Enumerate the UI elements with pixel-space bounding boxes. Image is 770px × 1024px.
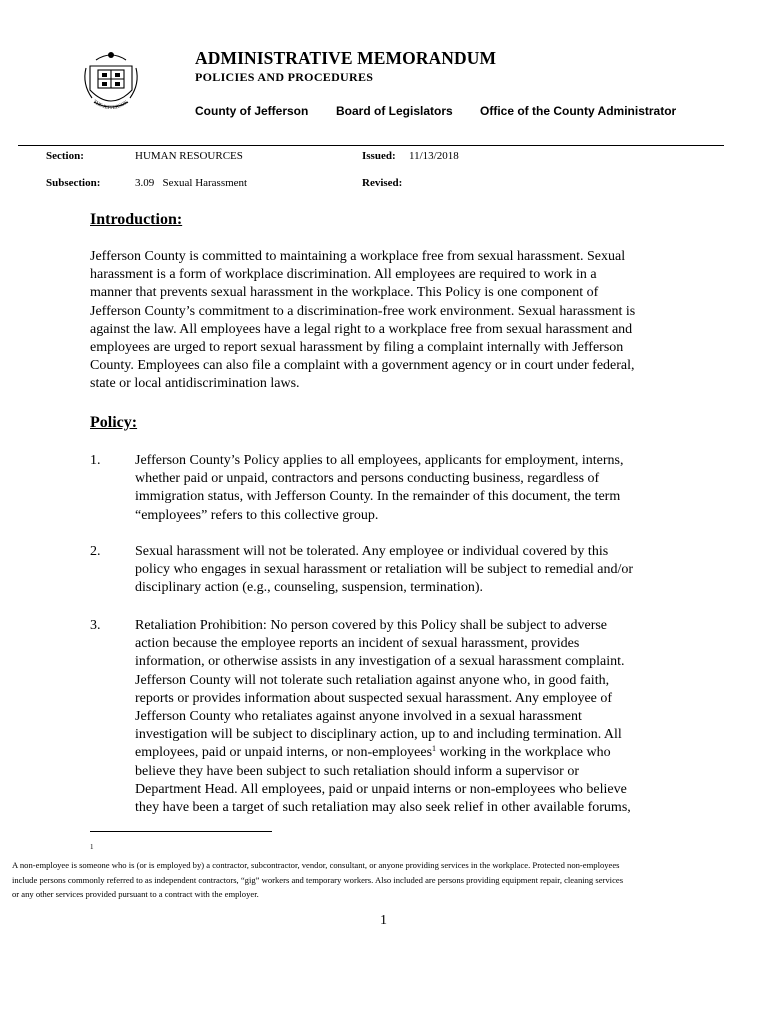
subsection-value: 3.09 Sexual Harassment <box>135 177 248 189</box>
subsection-label: Subsection: <box>46 177 101 189</box>
memo-subtitle: POLICIES AND PROCEDURES <box>195 70 374 84</box>
policy-item-number: 3. <box>90 618 101 633</box>
policy-line: Sexual harassment will not be tolerated. Any employee or individual covered by this <box>135 544 609 559</box>
policy-line: reports or provides information about suspected sexual harassment. Any employee of <box>135 690 613 706</box>
policy-line: Jefferson County who retaliates against anyone involved in a sexual harassment <box>135 709 582 725</box>
policy-line: they have been a target of such retaliation may also seek relief in other available forums, <box>135 800 631 816</box>
policy-line-head: employees, paid or unpaid interns, or non-employees <box>135 745 433 761</box>
policy-line: Retaliation Prohibition: No person covered by this Policy shall be subject to adverse <box>135 618 608 633</box>
issued-value: 11/13/2018 <box>409 150 459 162</box>
page-number: 1 <box>380 913 387 928</box>
policy-line: policy who engages in sexual harassment or retaliation will be subject to remedial and/or <box>135 562 634 578</box>
policy-line: investigation will be subject to disciplinary action, up to and including termination. All <box>135 727 622 743</box>
header-divider <box>18 145 724 146</box>
introduction-heading: Introduction: <box>90 211 183 228</box>
policy-item-1 <box>135 452 695 525</box>
footnote-reference[interactable]: 1 <box>432 744 437 754</box>
policy-line: immigration status, with Jefferson County. In the remainder of this document, the term <box>135 489 621 505</box>
memo-title: ADMINISTRATIVE MEMORANDUM <box>195 48 497 68</box>
revised-label: Revised: <box>362 177 403 189</box>
section-value: HUMAN RESOURCES <box>135 150 243 162</box>
seal-text: THE JEFFERSON <box>91 99 130 112</box>
issued-label: Issued: <box>362 150 396 162</box>
footnote-divider <box>90 831 272 832</box>
intro-line: County. Employees can also file a complaint with a government agency or in court under federal, <box>90 358 635 374</box>
policy-line: information, or otherwise assists in any investigation of a sexual harassment complaint. <box>135 654 625 670</box>
footnote-mark: 1 <box>90 843 94 851</box>
intro-line: manner that prevents sexual harassment in the workplace. This Policy is one component of <box>90 285 599 301</box>
policy-line: action because the employee reports an incident of sexual harassment, provides <box>135 636 580 652</box>
policy-line: believe they have been subject to such retaliation should inform a supervisor or <box>135 763 579 779</box>
policy-item-number: 2. <box>90 544 101 559</box>
policy-line: Department Head. All employees, paid or unpaid interns or non-employees who believe <box>135 781 627 797</box>
section-label: Section: <box>46 150 84 162</box>
footnote-line: or any other services provided pursuant to a contract with the employer. <box>12 889 259 899</box>
footnote-line: A non-employee is someone who is (or is employed by) a contractor, subcontractor, vendor, consultant, or anyone providing services in the workplace. Protected non-employees <box>12 860 620 870</box>
policy-line <box>135 744 695 762</box>
policy-line: Jefferson County’s Policy applies to all employees, applicants for employment, interns, <box>135 453 624 468</box>
policy-item-number: 1. <box>90 453 101 468</box>
policy-line: Jefferson County will not tolerate such retaliation against anyone who, in good faith, <box>135 672 610 688</box>
intro-line: employees are urged to report sexual harassment by filing a complaint internally with Jefferson <box>90 340 624 356</box>
policy-line: disciplinary action (e.g., counseling, suspension, termination). <box>135 580 483 596</box>
policy-heading: Policy: <box>90 414 138 431</box>
intro-line: state or local antidiscrimination laws. <box>90 376 300 392</box>
policy-line-tail: working in the workplace who <box>436 745 611 761</box>
policy-item-2 <box>135 543 695 598</box>
footnote-text <box>12 858 752 902</box>
policy-item-3 <box>135 617 695 817</box>
office-board: Board of Legislators <box>336 104 453 118</box>
intro-line: harassment is a form of workplace discrimination. All employees are required to work in a <box>90 267 597 283</box>
county-seal-icon <box>80 46 142 118</box>
office-county: County of Jefferson <box>195 104 309 118</box>
intro-line: Jefferson County’s commitment to a discrimination-free work environment. Sexual harassment is <box>90 303 636 319</box>
intro-line: Jefferson County is committed to maintaining a workplace free from sexual harassment. Sexual <box>90 249 626 264</box>
policy-line: whether paid or unpaid, contractors and persons conducting business, regardless of <box>135 471 600 487</box>
introduction-paragraph <box>90 248 690 394</box>
office-administrator: Office of the County Administrator <box>480 104 677 118</box>
intro-line: against the law. All employees have a legal right to a workplace free from sexual harassment and <box>90 321 633 337</box>
footnote-line: include persons commonly referred to as independent contractors, “gig” workers and temporary workers. Also included are persons providing equipment repair, cleaning services <box>12 874 624 885</box>
policy-line: “employees” refers to this collective group. <box>135 507 379 523</box>
